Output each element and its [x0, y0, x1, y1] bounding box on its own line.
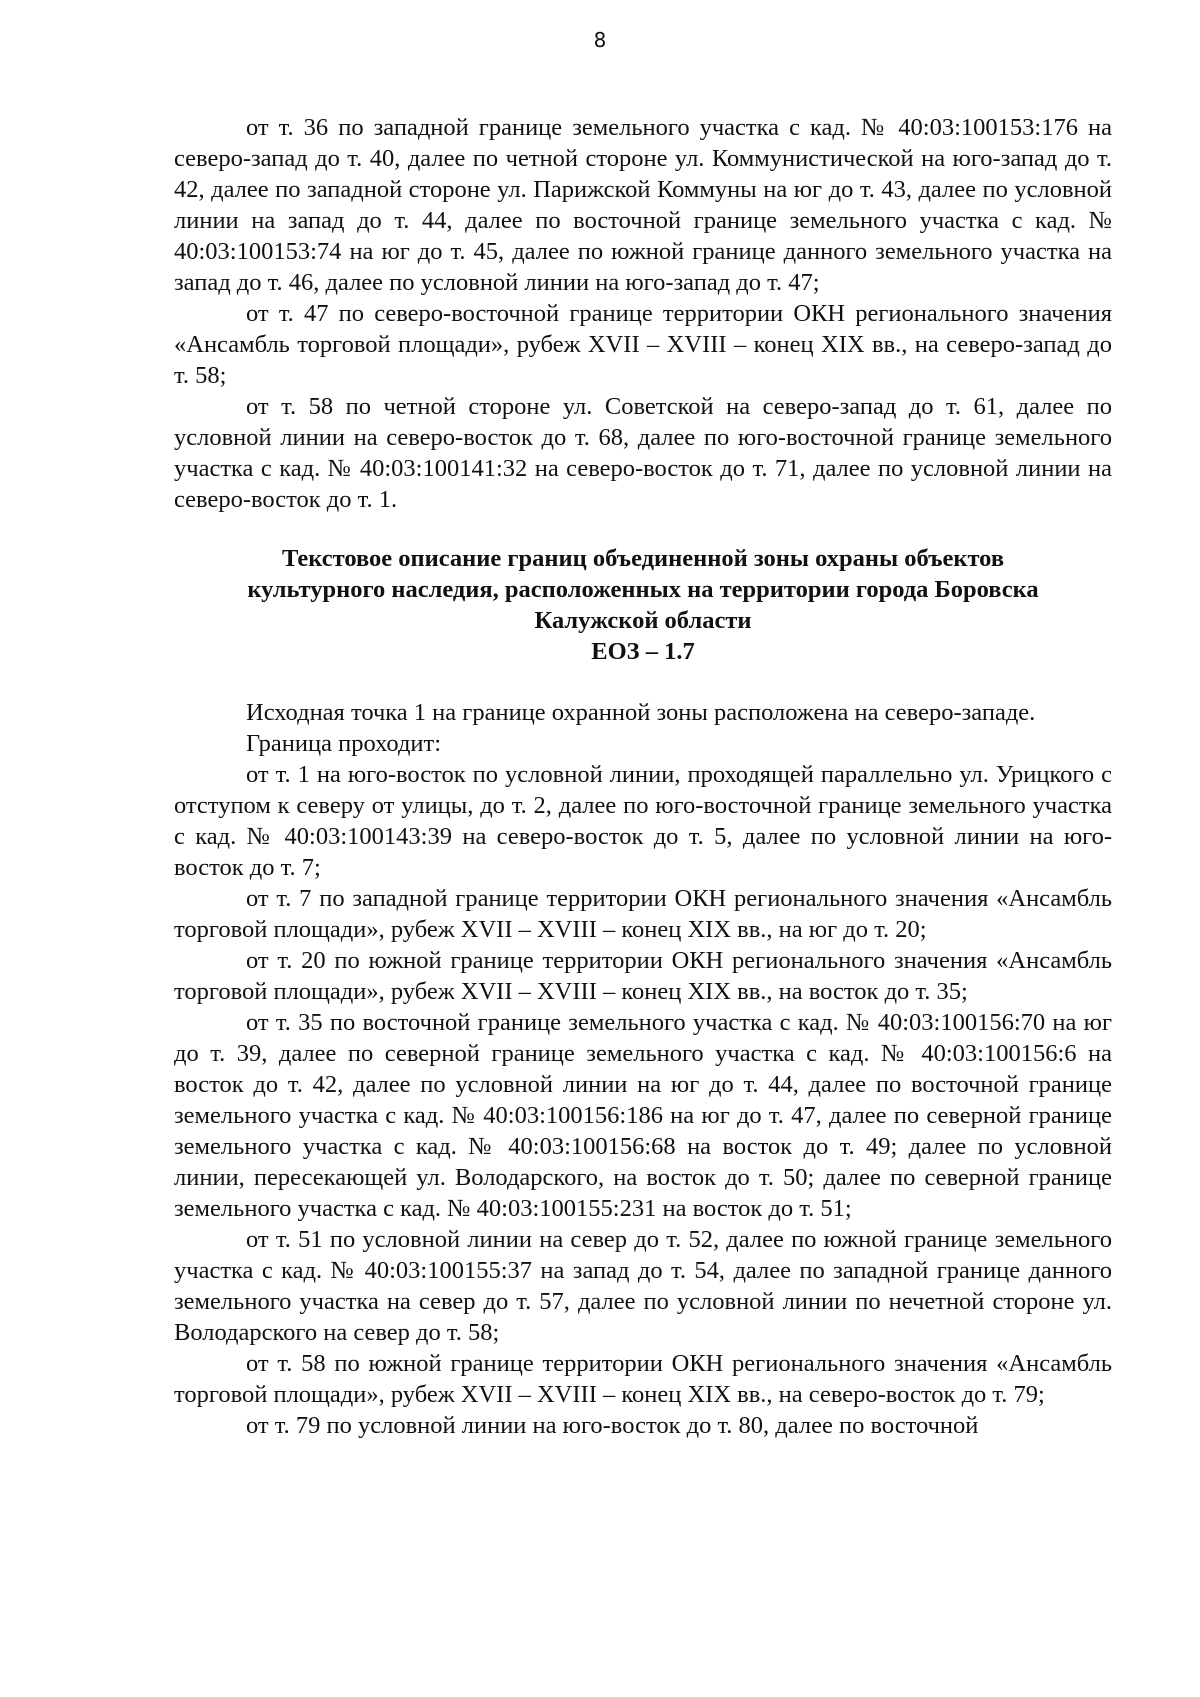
paragraph: Исходная точка 1 на границе охранной зоны расположена на северо-западе.: [246, 699, 1036, 726]
paragraph: от т. 36 по западной границе земельного участка с кад. № 40:03:100153:176 на северо-запад до т. 40, далее по четной стороне ул. Коммунистической на юго-запад до т. 42, далее по западной стороне ул. Парижской Коммуны на юг до т. 43, далее по условной линии на запад до т. 44, далее по восточной границе земельного участка с кад. № 40:03:100153:74 на юг до т. 45, далее по южной границе данного земельного участка на запад до т. 46, далее по условной линии на юго-запад до т. 47;: [174, 114, 1112, 296]
paragraph: от т. 1 на юго-восток по условной линии, проходящей параллельно ул. Урицкого с отступом к северу от улицы, до т. 2, далее по юго-восточной границе земельного участка с кад. № 40:03:100143:39 на северо-восток до т. 5, далее по условной линии на юго-восток до т. 7;: [174, 761, 1112, 881]
document-body: [174, 112, 1112, 1441]
paragraph: от т. 47 по северо-восточной границе территории ОКН регионального значения «Ансамбль торговой площади», рубеж XVII – XVIII – конец XIX вв., на северо-запад до т. 58;: [174, 300, 1112, 389]
paragraph: от т. 35 по восточной границе земельного участка с кад. № 40:03:100156:70 на юг до т. 39, далее по северной границе земельного участка с кад. № 40:03:100156:6 на восток до т. 42, далее по условной линии на юг до т. 44, далее по восточной границе земельного участка с кад. № 40:03:100156:186 на юг до т. 47, далее по северной границе земельного участка с кад. № 40:03:100156:68 на восток до т. 49; далее по условной линии, пересекающей ул. Володарского, на восток до т. 50; далее по северной границе земельного участка с кад. № 40:03:100155:231 на восток до т. 51;: [174, 1009, 1112, 1222]
heading-line: культурного наследия, расположенных на территории города Боровска: [247, 576, 1039, 603]
paragraph: от т. 7 по западной границе территории ОКН регионального значения «Ансамбль торговой площади», рубеж XVII – XVIII – конец XIX вв., на юг до т. 20;: [174, 885, 1112, 943]
section-heading: [174, 543, 1112, 667]
zone-code: ЕОЗ – 1.7: [591, 638, 695, 665]
paragraph: от т. 51 по условной линии на север до т. 52, далее по южной границе земельного участка с кад. № 40:03:100155:37 на запад до т. 54, далее по западной границе данного земельного участка на север до т. 57, далее по условной линии по нечетной стороне ул. Володарского на север до т. 58;: [174, 1226, 1112, 1346]
paragraph: от т. 58 по четной стороне ул. Советской на северо-запад до т. 61, далее по условной линии на северо-восток до т. 68, далее по юго-восточной границе земельного участка с кад. № 40:03:100141:32 на северо-восток до т. 71, далее по условной линии на северо-восток до т. 1.: [174, 393, 1112, 513]
page-number: 8: [593, 28, 607, 52]
paragraph: от т. 79 по условной линии на юго-восток до т. 80, далее по восточной: [246, 1412, 979, 1439]
paragraph: Граница проходит:: [246, 730, 442, 757]
heading-line: Калужской области: [534, 607, 752, 634]
heading-line: Текстовое описание границ объединенной зоны охраны объектов: [281, 545, 1005, 572]
paragraph: от т. 20 по южной границе территории ОКН регионального значения «Ансамбль торговой площади», рубеж XVII – XVIII – конец XIX вв., на восток до т. 35;: [174, 947, 1112, 1005]
paragraph: от т. 58 по южной границе территории ОКН регионального значения «Ансамбль торговой площади», рубеж XVII – XVIII – конец XIX вв., на северо-восток до т. 79;: [174, 1350, 1112, 1408]
